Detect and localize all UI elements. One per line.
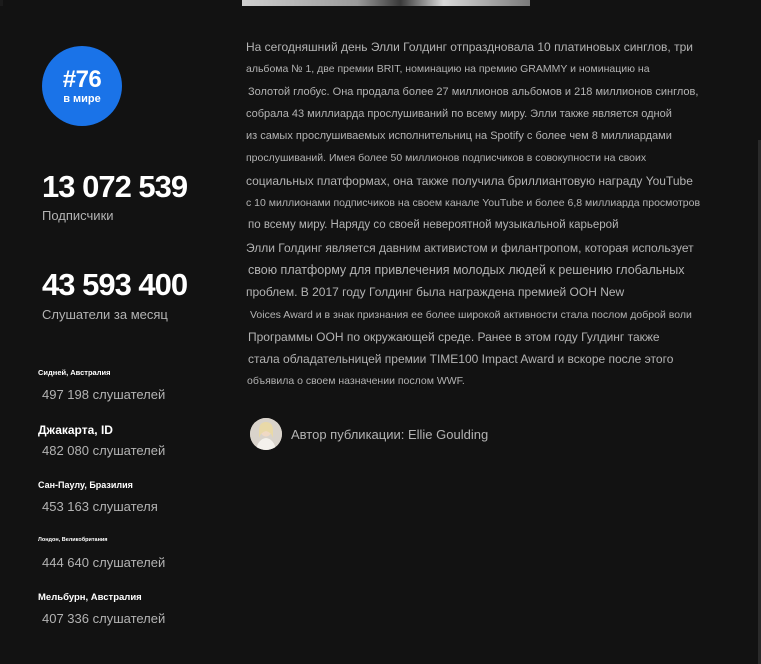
bio-line: из самых прослушиваемых исполнительниц на Spotify с более чем 8 миллиардами — [246, 130, 672, 143]
world-rank-badge — [42, 46, 122, 126]
bio-line: Voices Award и в знак признания ее более широкой активности стала послом доброй воли — [250, 308, 692, 321]
author-credit[interactable] — [250, 418, 488, 450]
artist-bio — [246, 36, 736, 393]
author-name[interactable]: Автор публикации: Ellie Goulding — [291, 426, 489, 442]
subscribers-count: 13 072 539 — [42, 169, 188, 204]
city-name: Мельбурн, Австралия — [38, 592, 142, 603]
bio-line: стала обладательницей премии TIME100 Impact Award и вскоре после этого — [248, 352, 674, 367]
city-name: Джакарта, ID — [38, 423, 113, 437]
city-name: Лондон, Великобритания — [38, 537, 108, 543]
city-listeners: 407 336 слушателей — [42, 611, 166, 626]
bio-line: с 10 миллионами подписчиков на своем канале YouTube и более 6,8 миллиарда просмотров — [246, 197, 701, 210]
person-icon — [250, 418, 282, 450]
rank-caption: в мире — [63, 92, 101, 105]
bio-line: по всему миру. Наряду со своей невероятной музыкальной карьерой — [248, 219, 619, 232]
bio-line: Золотой глобус. Она продала более 27 миллионов альбомов и 218 миллионов синглов, — [248, 85, 699, 98]
bio-line: объявила о своем назначении послом WWF. — [247, 375, 465, 388]
city-name: Сан-Паулу, Бразилия — [38, 480, 133, 490]
monthly-listeners-count: 43 593 400 — [42, 267, 188, 302]
city-listeners: 444 640 слушателей — [42, 555, 166, 570]
bio-line: На сегодняшний день Элли Голдинг отпраздновала 10 платиновых синглов, три — [246, 40, 693, 54]
bio-line: Элли Голдинг является давним активистом и филантропом, которая использует — [246, 240, 694, 255]
city-listeners: 482 080 слушателей — [42, 443, 166, 458]
monthly-listeners-label: Слушатели за месяц — [42, 307, 168, 322]
rank-number: #76 — [62, 65, 102, 93]
bio-line: проблем. В 2017 году Голдинг была награждена премией OOH New — [246, 285, 625, 300]
bio-line: Программы ООН по окружающей среде. Ранее в этом году Гулдинг также — [248, 329, 660, 344]
city-listeners: 453 163 слушателя — [42, 499, 158, 514]
bio-line: социальных платформах, она также получила бриллиантовую награду YouTube — [246, 173, 693, 188]
city-listeners: 497 198 слушателей — [42, 387, 166, 402]
bio-line: собрала 43 миллиарда прослушиваний по всему миру. Элли также является одной — [246, 107, 672, 120]
bio-line: альбома № 1, две премии BRIT, номинацию на премию GRAMMY и номинацию на — [246, 63, 650, 76]
author-avatar[interactable] — [250, 418, 282, 450]
subscribers-label: Подписчики — [42, 208, 114, 223]
city-name: Сидней, Австралия — [38, 368, 111, 377]
bio-line: прослушиваний. Имея более 50 миллионов подписчиков в совокупности на своих — [246, 152, 647, 165]
bio-line: свою платформу для привлечения молодых людей к решению глобальных — [248, 262, 685, 277]
